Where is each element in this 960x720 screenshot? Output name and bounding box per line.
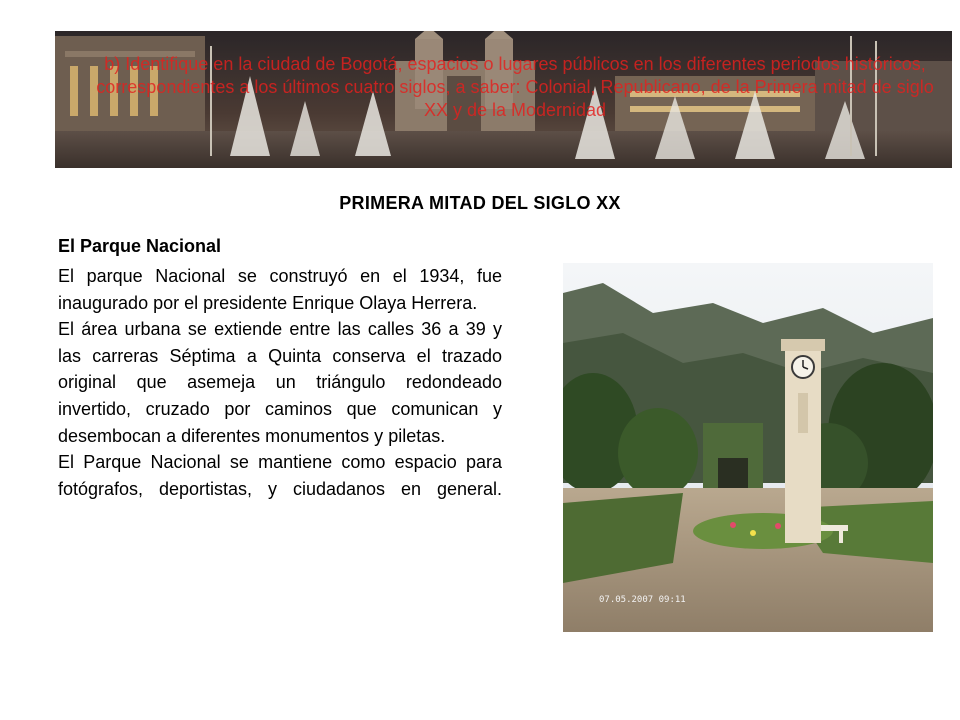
article-paragraph: El área urbana se extiende entre las calles 36 a 39 y las carreras Séptima a Quinta conserva el trazado original que asemeja un triángulo redondeado invertido, cruzado por caminos que comunican y desembocan a diferentes monumentos y piletas.	[58, 319, 502, 446]
photo-date-stamp: 07.05.2007 09:11	[599, 595, 686, 605]
parque-nacional-clock-tower-image	[563, 263, 933, 632]
header-banner	[55, 31, 952, 168]
park-photo	[563, 263, 933, 632]
article-paragraph: El parque Nacional se construyó en el 1934, fue inaugurado por el presidente Enrique Olaya Herrera.	[58, 266, 502, 313]
banner-instruction-text: b) Identifique en la ciudad de Bogotá, espacios o lugares públicos en los diferentes periodos históricos, correspondientes a los últimos cuatro siglos, a saber: Colonial, Republicano, de la Primera mitad de siglo XX y de la Modernidad	[96, 54, 934, 120]
article-heading: El Parque Nacional	[58, 236, 222, 256]
article-body	[58, 263, 502, 502]
article-paragraph: El Parque Nacional se mantiene como espacio para fotógrafos, deportistas, y ciudadanos en general.	[58, 452, 502, 499]
section-title: PRIMERA MITAD DEL SIGLO XX	[339, 193, 621, 213]
